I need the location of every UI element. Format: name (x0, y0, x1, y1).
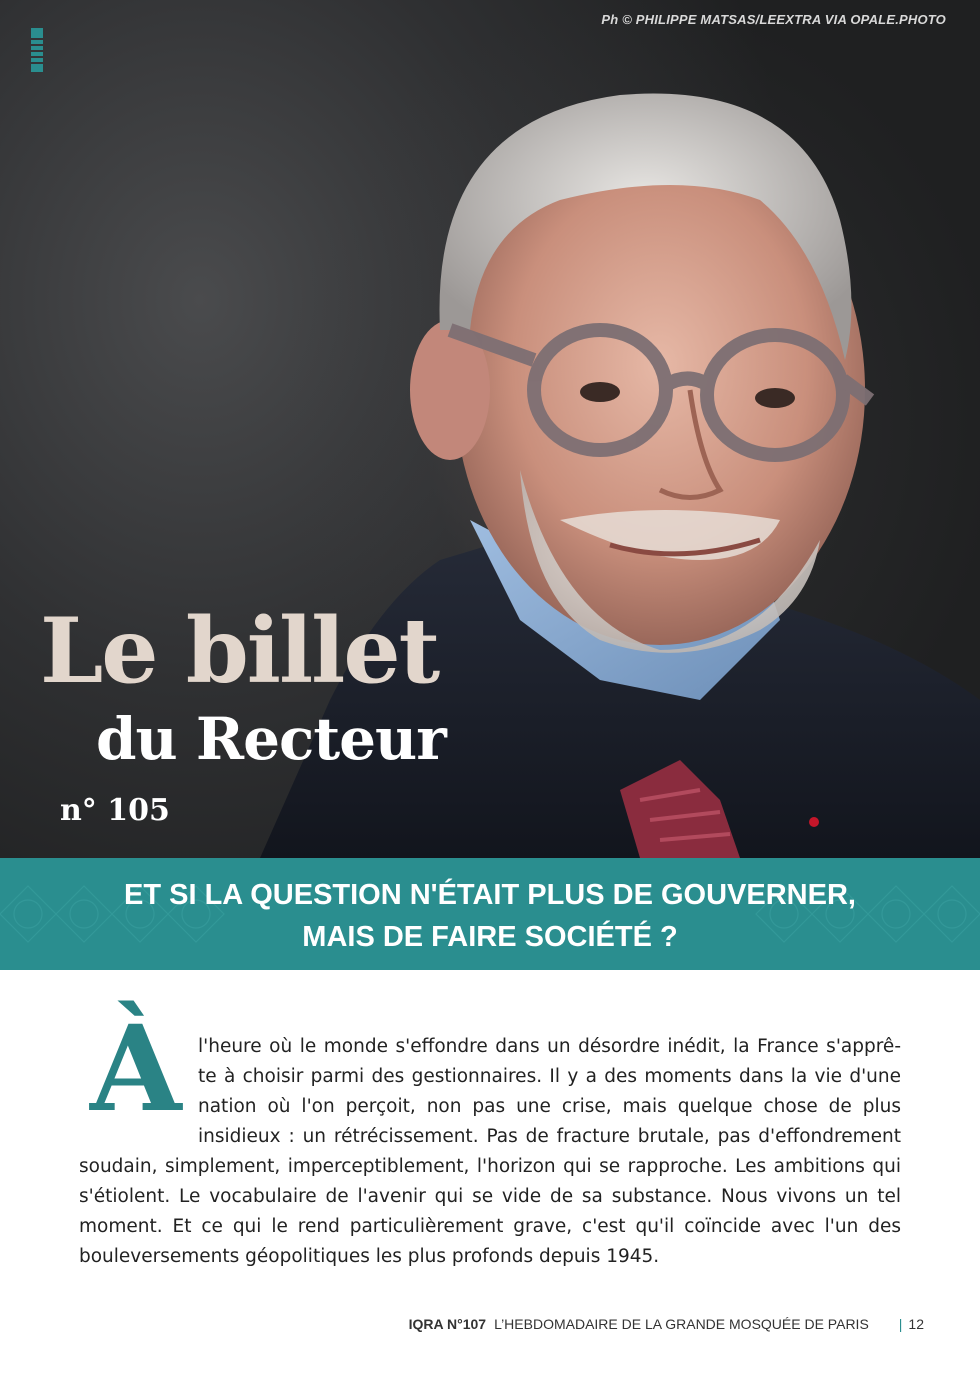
body-line-2: te à choisir parmi des gestionnaires. Il y a des moments dans la vie d'une (198, 1066, 901, 1087)
body-line-7: moment. Et ce qui le rend particulièrement grave, c'est qu'il coïncide avec l'un des (79, 1216, 901, 1237)
magazine-tagline: L’HEBDOMADAIRE DE LA GRANDE MOSQUÉE DE PARIS (494, 1316, 869, 1332)
page-number: 12 (908, 1316, 924, 1332)
headline-line-2: MAIS DE FAIRE SOCIÉTÉ ? (302, 921, 678, 953)
drop-cap (86, 999, 186, 1142)
body-line-5: soudain, simplement, imperceptiblement, l'horizon qui se rapproche. Les ambitions qui (79, 1156, 901, 1177)
body-line-1: l'heure où le monde s'effondre dans un désordre inédit, la France s'apprê- (198, 1036, 901, 1057)
drop-cap-letter: À (90, 999, 182, 1138)
body-line-6: s'étiolent. Le vocabulaire de l'avenir qui se vide de sa substance. Nous vivons un tel (79, 1186, 901, 1207)
magazine-issue: IQRA N°107 (408, 1316, 487, 1332)
side-logo-icon (30, 28, 44, 72)
footer-separator: | (898, 1316, 903, 1332)
article-headline (0, 874, 980, 958)
page-footer (409, 1314, 924, 1334)
body-line-3: nation où l'on perçoit, non pas une crise, mais quelque chose de plus (198, 1096, 901, 1117)
title-le-billet: Le billet (40, 598, 439, 704)
issue-number: n° 105 (60, 793, 170, 828)
headline-banner (0, 858, 980, 970)
title-du-recteur: du Recteur (96, 705, 446, 773)
photo-credit: Ph © PHILIPPE MATSAS/LEEXTRA VIA OPALE.PHOTO (601, 12, 946, 27)
headline-line-1: ET SI LA QUESTION N'ÉTAIT PLUS DE GOUVERNER, (124, 879, 856, 911)
body-line-8: bouleversements géopolitiques les plus profonds depuis 1945. (79, 1246, 660, 1267)
body-line-4: insidieux : un rétrécissement. Pas de fracture brutale, pas d'effondrement (198, 1126, 901, 1147)
